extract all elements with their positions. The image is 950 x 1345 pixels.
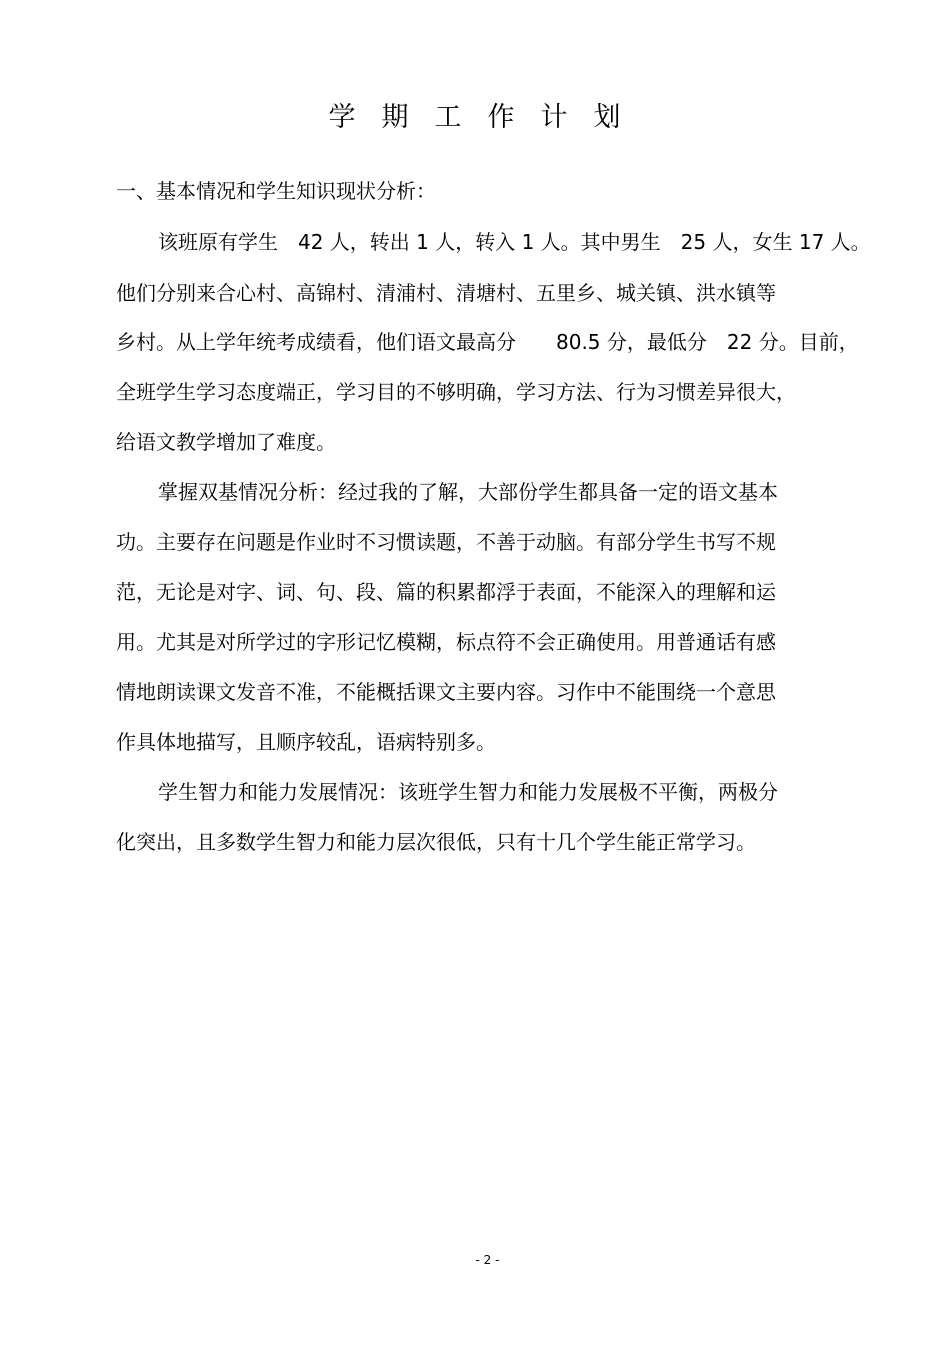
section-heading: 一、基本情况和学生知识现状分析： <box>116 179 436 203</box>
paragraph-1-line-3: 乡村。从上学年统考成绩看，他们语文最高分 80.5 分，最低分 22 分。目前， <box>116 330 859 354</box>
paragraph-3-line-2: 化突出，且多数学生智力和能力层次很低，只有十几个学生能正常学习。 <box>116 830 756 854</box>
paragraph-1-line-4: 全班学生学习态度端正，学习目的不够明确，学习方法、行为习惯差异很大， <box>116 380 796 404</box>
paragraph-2-line-2: 功。主要存在问题是作业时不习惯读题，不善于动脑。有部分学生书写不规 <box>116 530 776 554</box>
paragraph-2-line-5: 情地朗读课文发音不准，不能概括课文主要内容。习作中不能围绕一个意思 <box>116 680 776 704</box>
paragraph-1-line-5: 给语文教学增加了难度。 <box>116 430 336 454</box>
paragraph-1-line-2: 他们分别来合心村、高锦村、清浦村、清塘村、五里乡、城关镇、洪水镇等 <box>116 281 776 305</box>
document-title: 学期工作计划 <box>328 102 647 133</box>
paragraph-1-line-1: 该班原有学生 42 人，转出 1 人，转入 1 人。其中男生 25 人，女生 17 人。 <box>158 230 871 254</box>
paragraph-2-line-3: 范，无论是对字、词、句、段、篇的积累都浮于表面，不能深入的理解和运 <box>116 580 776 604</box>
paragraph-2-line-6: 作具体地描写，且顺序较乱，语病特别多。 <box>116 730 496 754</box>
paragraph-2-line-4: 用。尤其是对所学过的字形记忆模糊，标点符不会正确使用。用普通话有感 <box>116 630 776 654</box>
paragraph-3-line-1: 学生智力和能力发展情况：该班学生智力和能力发展极不平衡，两极分 <box>158 780 778 804</box>
page-number: - 2 - <box>475 1253 500 1267</box>
paragraph-2-line-1: 掌握双基情况分析：经过我的了解，大部份学生都具备一定的语文基本 <box>158 480 778 504</box>
